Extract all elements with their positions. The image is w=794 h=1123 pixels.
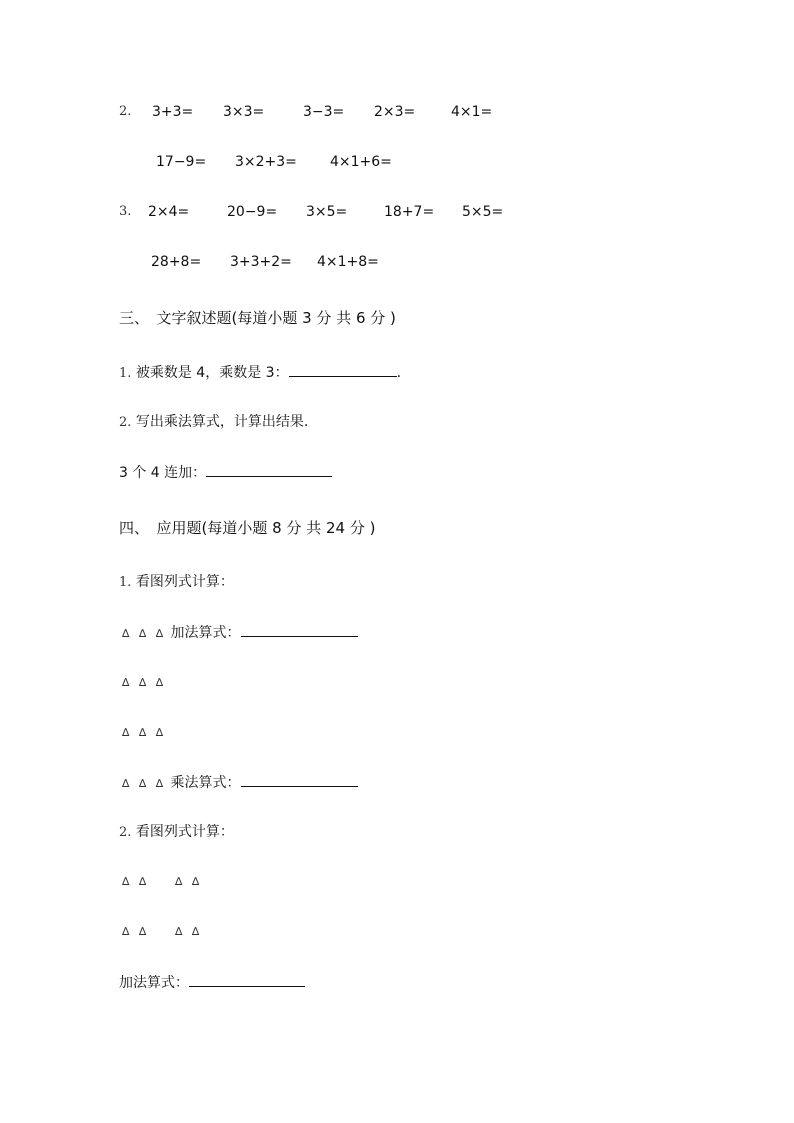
q2-expr-7: 3×2+3= xyxy=(235,154,297,170)
q2-expr-3: 3−3= xyxy=(303,104,345,120)
q3-expr-3: 3×5= xyxy=(306,204,348,220)
s4-q1-add-blank[interactable] xyxy=(241,621,358,637)
s3-q1-period: . xyxy=(396,365,402,381)
s4-q2-add-label: 加法算式： xyxy=(119,975,189,991)
s4-q1-number: 1. xyxy=(119,575,132,590)
q3-expr-7: 3+3+2= xyxy=(230,254,292,270)
q2-number: 2. xyxy=(119,104,132,119)
q3-expr-8: 4×1+8= xyxy=(317,254,379,270)
triangle-pair: ∆ ∆ xyxy=(175,925,203,938)
s4-q1-mul-blank[interactable] xyxy=(241,771,358,787)
q3-expr-4: 18+7= xyxy=(384,204,435,220)
s3-q2-answer-blank[interactable] xyxy=(206,461,332,477)
s4-q1-text: 看图列式计算： xyxy=(135,574,234,590)
s4-q2-text: 看图列式计算： xyxy=(135,824,234,840)
s3-q2 xyxy=(119,411,308,433)
s4-q1-row4 xyxy=(122,771,358,793)
s4-q1-add-label: 加法算式： xyxy=(170,625,241,641)
s3-q2-number: 2. xyxy=(119,415,132,430)
s4-q1-row3 xyxy=(122,721,166,743)
triangle-row: ∆ ∆ ∆ xyxy=(122,726,167,739)
s4-q2-number: 2. xyxy=(119,825,132,840)
q2-expr-1: 3+3= xyxy=(152,104,194,120)
s3-q2-sub xyxy=(119,461,332,483)
q2-expr-4: 2×3= xyxy=(374,104,416,120)
s3-q2-sub-text: 3 个 4 连加： xyxy=(119,465,207,481)
s4-q1-mul-label: 乘法算式： xyxy=(170,775,241,791)
s4-q2-add-row xyxy=(119,971,305,993)
triangle-pair: ∆ ∆ xyxy=(175,875,203,888)
s3-q1-number: 1. xyxy=(119,366,132,381)
q3-expr-1: 2×4= xyxy=(148,204,190,220)
s4-q2-add-blank[interactable] xyxy=(189,971,305,987)
section4-heading: 四、 应用题(每道小题 8 分 共 24 分 ) xyxy=(119,519,376,537)
s4-q1 xyxy=(119,571,234,593)
s3-q2-text: 写出乘法算式，计算出结果. xyxy=(135,414,309,430)
q2-expr-5: 4×1= xyxy=(451,104,493,120)
s3-q1-text: 被乘数是 4，乘数是 3： xyxy=(135,365,289,381)
section3-heading: 三、 文字叙述题(每道小题 3 分 共 6 分 ) xyxy=(119,309,396,327)
s4-q1-row1 xyxy=(122,621,358,643)
q2-expr-2: 3×3= xyxy=(223,104,265,120)
q3-expr-6: 28+8= xyxy=(151,254,202,270)
q3-number: 3. xyxy=(119,204,132,219)
q2-expr-8: 4×1+6= xyxy=(330,154,392,170)
q3-expr-2: 20−9= xyxy=(227,204,278,220)
s3-q1-answer-blank[interactable] xyxy=(289,361,397,377)
triangle-row: ∆ ∆ ∆ xyxy=(122,777,167,790)
triangle-row: ∆ ∆ ∆ xyxy=(122,627,167,640)
s4-q1-row2 xyxy=(122,671,166,693)
q3-expr-5: 5×5= xyxy=(462,204,504,220)
s4-q2 xyxy=(119,821,234,843)
s3-q1 xyxy=(119,361,401,383)
triangle-pair: ∆ ∆ xyxy=(122,875,150,888)
triangle-row: ∆ ∆ ∆ xyxy=(122,676,167,689)
q2-expr-6: 17−9= xyxy=(156,154,207,170)
triangle-pair: ∆ ∆ xyxy=(122,925,150,938)
